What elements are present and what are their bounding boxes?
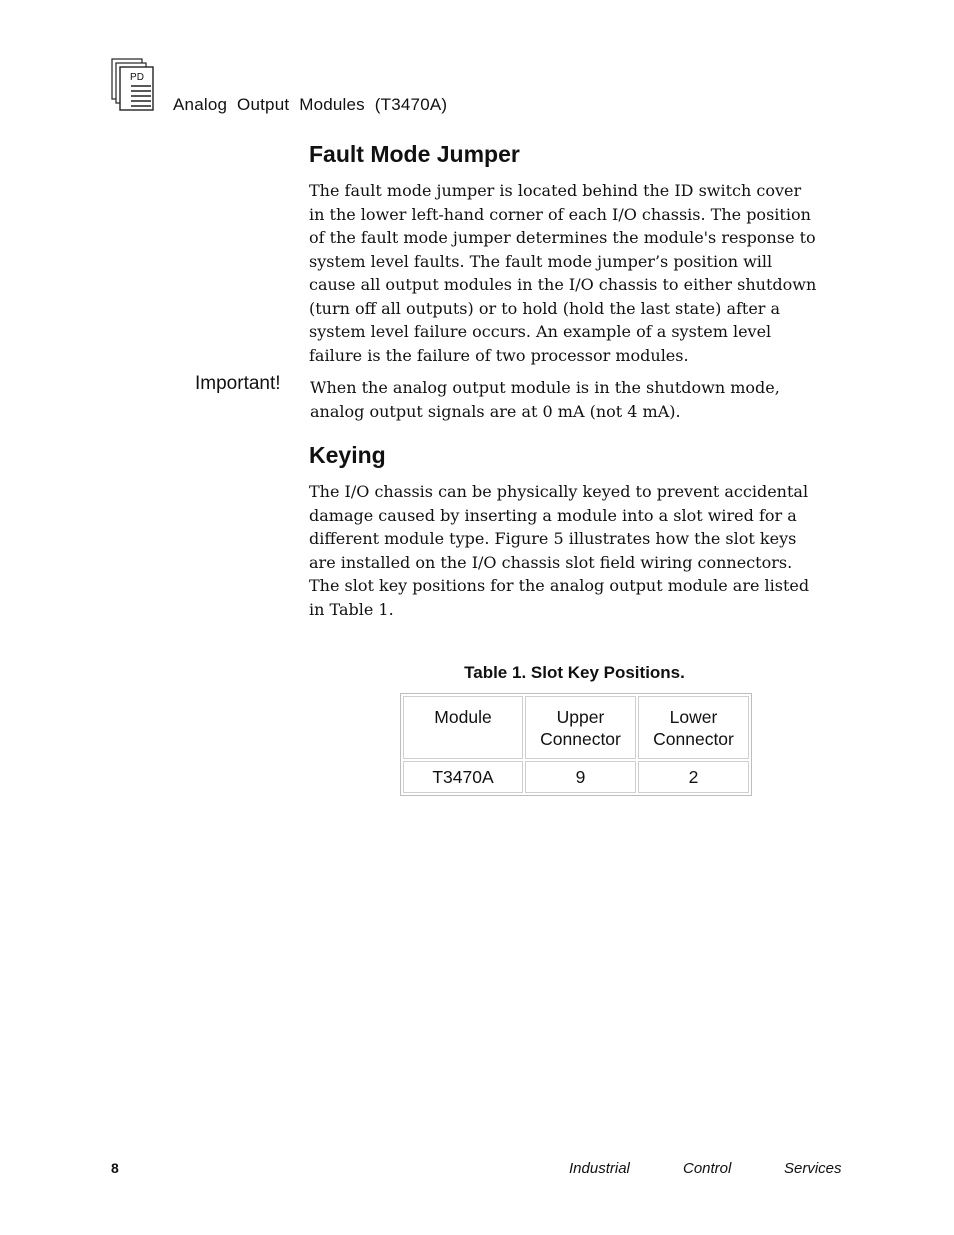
- cell-upper-connector: 9: [525, 761, 636, 793]
- header-module: Module: [403, 696, 523, 759]
- slot-key-table: [400, 693, 752, 796]
- text-line: When the analog output module is in the shutdown mode,: [310, 378, 780, 397]
- document-stack-logo: [111, 58, 155, 112]
- keying-paragraph: [309, 480, 854, 621]
- text-line: different module type. Figure 5 illustrates how the slot keys: [309, 529, 797, 548]
- cell-module: T3470A: [403, 761, 523, 793]
- text-line: system level failure occurs. An example of a system level: [309, 322, 772, 341]
- text-line: analog output signals are at 0 mA (not 4 mA).: [310, 401, 681, 421]
- text-line: The fault mode jumper is located behind the ID switch cover: [309, 181, 802, 200]
- logo-text: PD: [130, 72, 144, 83]
- heading-fault-mode-jumper: Fault Mode Jumper: [309, 141, 520, 167]
- heading-keying: Keying: [309, 442, 386, 468]
- text-line: The slot key positions for the analog output module are listed: [309, 576, 810, 595]
- text-line: in the lower left-hand corner of each I/O chassis. The position: [309, 204, 811, 224]
- footer-company-word: Services: [784, 1160, 842, 1177]
- cell-lower-connector: 2: [638, 761, 749, 793]
- header-lower-connector: Lower Connector: [638, 696, 749, 759]
- fault-mode-paragraph: [309, 179, 854, 367]
- important-label: Important!: [195, 373, 281, 394]
- text-line: system level faults. The fault mode jumper’s position will: [309, 251, 773, 271]
- text-line: failure is the failure of two processor modules.: [309, 345, 689, 365]
- header-upper-connector: Upper Connector: [525, 696, 636, 759]
- page-number: 8: [111, 1160, 119, 1176]
- text-line: of the fault mode jumper determines the module's response to: [309, 228, 816, 247]
- text-line: (turn off all outputs) or to hold (hold the last state) after a: [309, 298, 781, 318]
- footer-company-word: Control: [683, 1160, 732, 1177]
- table-row: [403, 761, 749, 793]
- text-line: cause all output modules in the I/O chassis to either shutdown: [309, 275, 817, 294]
- footer-company-word: Industrial: [569, 1160, 630, 1177]
- text-line: in Table 1.: [309, 599, 394, 619]
- text-line: are installed on the I/O chassis slot field wiring connectors.: [309, 552, 793, 572]
- important-note: [310, 376, 850, 423]
- table-caption: Table 1. Slot Key Positions.: [464, 663, 685, 682]
- text-line: damage caused by inserting a module into a slot wired for a: [309, 505, 797, 525]
- running-header: Analog Output Modules (T3470A): [173, 95, 448, 114]
- table-header-row: [403, 696, 749, 759]
- text-line: The I/O chassis can be physically keyed to prevent accidental: [309, 482, 809, 501]
